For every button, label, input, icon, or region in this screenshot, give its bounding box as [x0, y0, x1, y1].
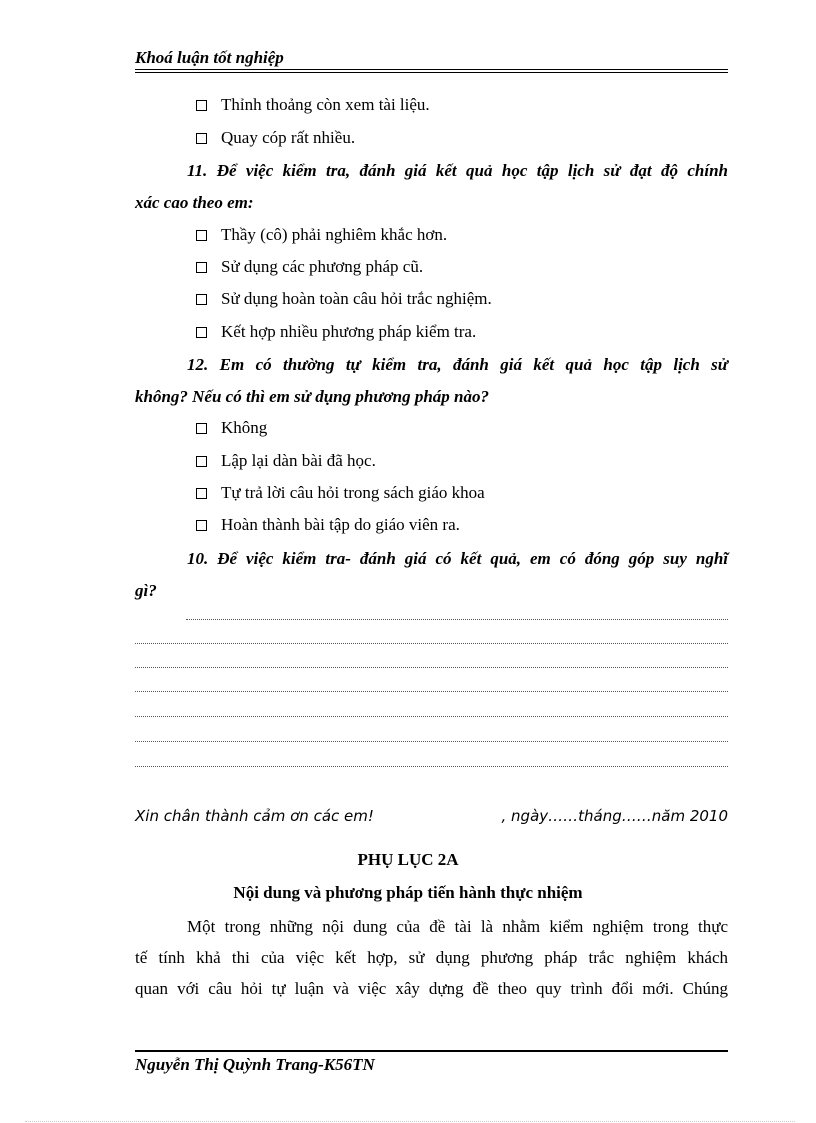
- header-title: Khoá luận tốt nghiệp: [135, 48, 284, 67]
- option-item: Lập lại dàn bài đã học.: [196, 451, 376, 471]
- answer-line[interactable]: [186, 619, 728, 620]
- question-10-open: 10. Để việc kiểm tra- đánh giá có kết quả, em có đóng góp suy nghĩ gì?: [135, 549, 728, 600]
- checkbox[interactable]: [196, 294, 207, 305]
- option-item: Thỉnh thoảng còn xem tài liệu.: [196, 95, 430, 115]
- answer-line[interactable]: [135, 667, 728, 668]
- footer-rule: [135, 1050, 728, 1052]
- option-item: Thầy (cô) phải nghiêm khắc hơn.: [196, 225, 447, 245]
- option-item: Tự trả lời câu hỏi trong sách giáo khoa: [196, 483, 485, 503]
- option-item: Quay cóp rất nhiều.: [196, 128, 355, 148]
- question-12: 12. Em có thường tự kiểm tra, đánh giá kết quả học tập lịch sử không? Nếu có thì em sử dụng phương pháp nào?: [135, 355, 728, 406]
- answer-line[interactable]: [135, 643, 728, 644]
- appendix-paragraph: Một trong những nội dung của đề tài là nhằm kiểm nghiệm trong thực tế tính khả thi của việc kết hợp, sử dụng phương pháp trắc nghiệm khách quan với câu hỏi tự luận và việc xây dựng đề theo quy trình đổi mới. Chúng: [135, 917, 728, 998]
- checkbox[interactable]: [196, 230, 207, 241]
- option-item: Hoàn thành bài tập do giáo viên ra.: [196, 515, 460, 535]
- answer-line[interactable]: [135, 691, 728, 692]
- checkbox[interactable]: [196, 520, 207, 531]
- page-bottom-border: [25, 1121, 795, 1122]
- header-rule-bottom: [135, 72, 728, 73]
- checkbox[interactable]: [196, 133, 207, 144]
- question-11: 11. Để việc kiểm tra, đánh giá kết quả học tập lịch sử đạt độ chính xác cao theo em:: [135, 161, 728, 212]
- option-item: Kết hợp nhiều phương pháp kiểm tra.: [196, 322, 476, 342]
- checkbox[interactable]: [196, 327, 207, 338]
- answer-line[interactable]: [135, 741, 728, 742]
- answer-line[interactable]: [135, 716, 728, 717]
- appendix-title: PHỤ LỤC 2A: [357, 850, 459, 869]
- checkbox[interactable]: [196, 262, 207, 273]
- option-item: Sử dụng hoàn toàn câu hỏi trắc nghiệm.: [196, 289, 492, 309]
- checkbox[interactable]: [196, 488, 207, 499]
- appendix-subtitle: Nội dung và phương pháp tiến hành thực nhiệm: [233, 883, 583, 902]
- closing-date: , ngày……tháng……năm 2010: [501, 807, 728, 825]
- option-item: Sử dụng các phương pháp cũ.: [196, 257, 423, 277]
- answer-line[interactable]: [135, 766, 728, 767]
- checkbox[interactable]: [196, 423, 207, 434]
- option-item: Không: [196, 418, 267, 438]
- header-rule-top: [135, 69, 728, 70]
- footer-author: Nguyễn Thị Quỳnh Trang-K56TN: [135, 1055, 375, 1074]
- checkbox[interactable]: [196, 456, 207, 467]
- checkbox[interactable]: [196, 100, 207, 111]
- closing-thanks: Xin chân thành cảm ơn các em!: [135, 807, 374, 825]
